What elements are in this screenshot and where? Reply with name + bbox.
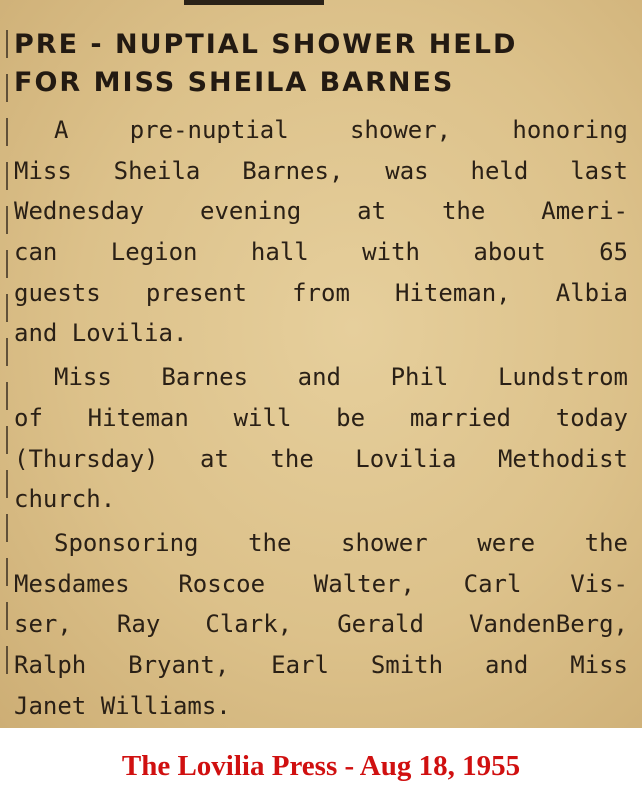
- text-line: church.: [14, 485, 116, 514]
- paragraph-1: [14, 110, 628, 354]
- text-line: Wednesday evening at the Ameri-: [14, 197, 628, 226]
- paragraph-3: [14, 523, 628, 726]
- text-line: Miss Barnes and Phil Lundstrom: [54, 363, 628, 392]
- text-line: guests present from Hiteman, Albia: [14, 278, 628, 307]
- text-line: can Legion hall with about 65: [14, 238, 628, 267]
- text-line: of Hiteman will be married today: [14, 403, 628, 432]
- text-line: Janet Williams.: [14, 691, 231, 720]
- column-top-rule: [184, 0, 324, 5]
- source-caption: The Lovilia Press - Aug 18, 1955: [121, 750, 521, 782]
- text-line: and Lovilia.: [14, 319, 188, 348]
- text-line: Sponsoring the shower were the: [54, 528, 628, 557]
- text-line: Ralph Bryant, Earl Smith and Miss: [14, 650, 628, 679]
- text-line: (Thursday) at the Lovilia Methodist: [14, 444, 628, 473]
- text-line: Miss Sheila Barnes, was held last: [14, 156, 628, 185]
- text-line: ser, Ray Clark, Gerald VandenBerg,: [14, 610, 628, 639]
- article-headline: [14, 26, 634, 102]
- headline-line-2: FOR MISS SHEILA BARNES: [14, 67, 455, 98]
- column-divider-rule: [6, 30, 8, 680]
- paragraph-2: [14, 357, 628, 520]
- text-line: Mesdames Roscoe Walter, Carl Vis-: [14, 569, 628, 598]
- text-line: A pre-nuptial shower, honoring: [54, 116, 628, 144]
- article-body: [14, 110, 628, 728]
- headline-line-1: PRE - NUPTIAL SHOWER HELD: [14, 29, 518, 60]
